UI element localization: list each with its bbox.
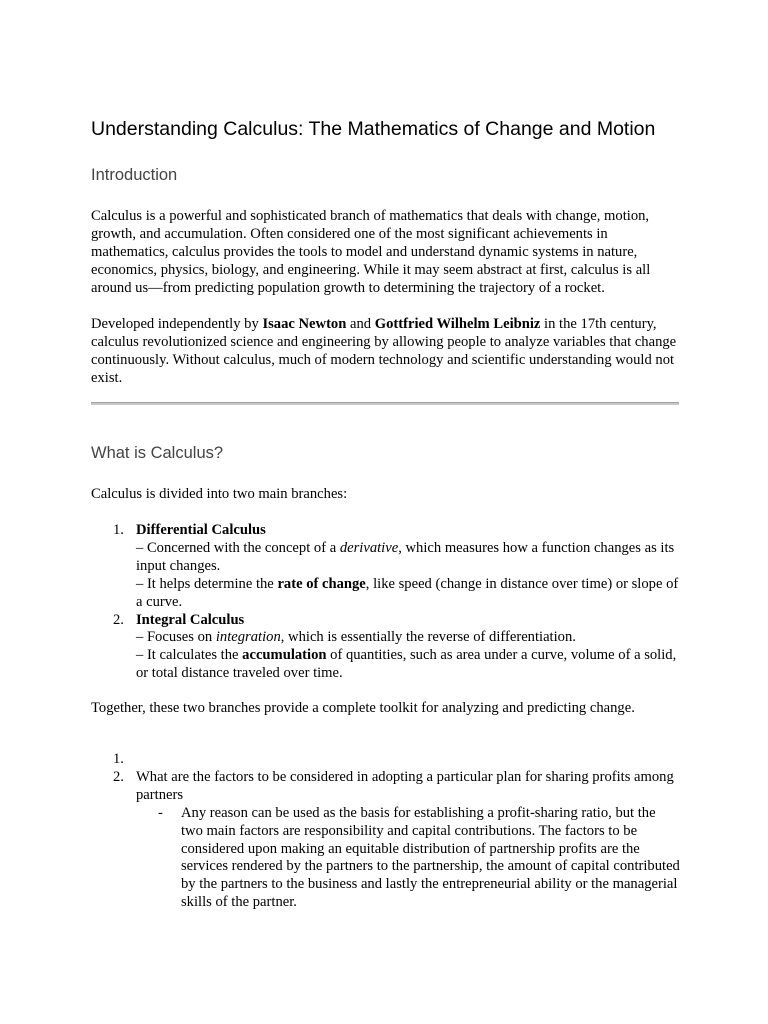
document-title: Understanding Calculus: The Mathematics of Change and Motion [91,118,656,140]
list-item-differential [91,522,681,612]
derivative-term: derivative [339,539,399,556]
integral-line-1-text-b: , which is essentially the reverse of differentiation. [280,629,576,646]
question-item-profit-sharing [91,769,681,912]
accumulation-term: accumulation [242,647,327,664]
list-item-integral [91,612,681,684]
differential-line-1-text-b: , which measures how a function changes as its input changes. [136,539,675,574]
differential-line-2 [136,576,681,612]
differential-line-1-text-a: – Concerned with the concept of a [136,539,340,556]
branches-list [91,522,681,683]
integral-line-1 [136,629,681,647]
leibniz-name: Gottfried Wilhelm Leibniz [374,316,541,332]
differential-calculus-label: Differential Calculus [136,522,266,538]
introduction-heading: Introduction [91,166,178,184]
differential-line-1 [136,540,681,576]
integration-term: integration [215,629,281,646]
integral-line-2 [136,647,681,683]
horizontal-divider [91,402,679,405]
integral-calculus-label: Integral Calculus [136,611,245,628]
differential-line-2-text-a: – It helps determine the [136,575,278,592]
intro-paragraph-2 [91,316,681,388]
list-number: 2. [113,611,124,628]
intro-p2-text-3: in the 17th century, calculus revolutionized science and engineering by allowing people to analyze variables that change continuously. Without calculus, much of modern technology and scientific understanding would not exist. [91,316,677,386]
together-paragraph: Together, these two branches provide a complete toolkit for analyzing and predicting change. [91,700,635,716]
intro-paragraph-1: Calculus is a powerful and sophisticated branch of mathematics that deals with change, motion, growth, and accumulation. Often considered one of the most significant achievements in mathematics, calculus provides the tools to model and understand dynamic systems in nature, economics, physics, biology, and engineering. While it may seem abstract at first, calculus is all around us—from predicting population growth to determining the trajectory of a rocket. [91,208,651,296]
rate-of-change-term: rate of change [277,575,366,592]
question-text: What are the factors to be considered in adopting a particular plan for sharing profits among partners [136,768,674,803]
answer-text: Any reason can be used as the basis for establishing a profit-sharing ratio, but the two main factors are responsibility and capital contributions. The factors to be considered upon making an equitable distribution of partnership profits are the services rendered by the partners to the partnership, the amount of capital contributed by the partners to the business and lastly the entrepreneurial ability or the managerial skills of the partner. [181,804,680,911]
dash-bullet: - [158,804,163,821]
newton-name: Isaac Newton [262,316,347,332]
intro-p2-text-1: Developed independently by [91,316,263,332]
integral-line-2-text-c: of quantities, such as area under a curve, volume of a solid, or total distance traveled over time. [136,647,677,682]
intro-p2-text-2: and [346,316,375,332]
integral-line-2-text-a: – It calculates the [136,647,243,664]
answer-item [136,805,681,912]
what-is-calculus-heading: What is Calculus? [91,444,224,462]
list-number: 1. [113,522,124,538]
questions-list [91,751,681,912]
answer-list [136,805,681,912]
differential-line-2-text-c: , like speed (change in distance over time) or slope of a curve. [136,575,679,610]
question-item-empty [91,751,681,769]
list-number: 1. [113,751,124,767]
integral-line-1-text-a: – Focuses on [136,629,216,646]
branches-lead-text: Calculus is divided into two main branches: [91,486,348,502]
list-number: 2. [113,768,124,785]
